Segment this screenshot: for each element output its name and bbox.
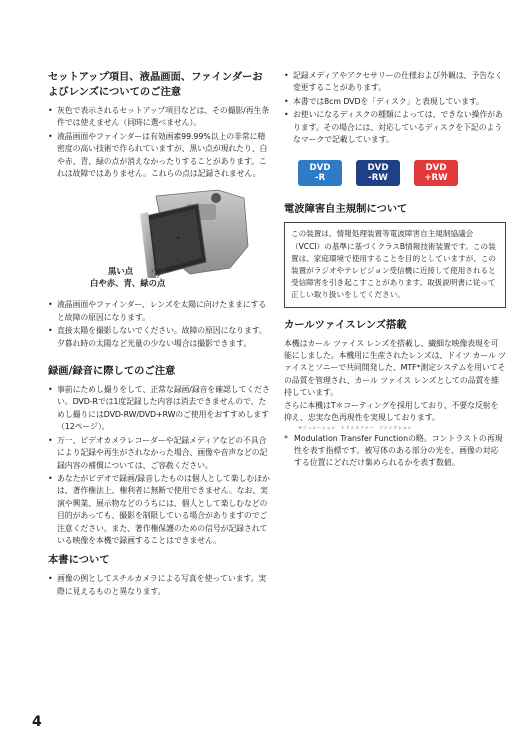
zeiss-paragraph-2: さらに本機はT＊コーティングを採用しており、不要な反射を抑え、忠実な色再現性を実現しております。	[284, 400, 499, 423]
annotation-black-dots: 黒い点	[108, 266, 134, 277]
dvd-plus-rw-logo-icon	[414, 160, 458, 186]
vcci-notice-box: この装置は、情報処理装置等電波障害自主規制協議会（VCCI）の基準に基づくクラスB情報技術装置です。この装置は、家庭環境で使用することを目的としていますが、この装置がラジオやテレビジョン受信機に近接して使用されると受信障害を引き起こすことがあります。取扱説明書に従って正しい取り扱いをしてください。	[284, 222, 506, 307]
footnote-text: Modulation Transfer Functionの略。コントラストの再現性を表す指標です。被写体のある部分の光を、画像の対応する位置にどれだけ集められるかを表す数値。	[294, 433, 503, 468]
bullet-item: • 画像の例としてスチルカメラによる写真を使っています。実際に見えるものと異なります。	[48, 573, 270, 598]
logo-text-bottom: -R	[314, 173, 326, 184]
logo-text-bottom: +RW	[424, 173, 448, 184]
bullet-item: • 直接太陽を撮影しないでください。故障の原因になります。夕暮れ時の太陽など光量の少ない場合は撮影できます。	[48, 325, 270, 350]
dvd-r-logo-icon	[298, 160, 342, 186]
page-number: 4	[32, 714, 42, 730]
left-column	[48, 70, 270, 599]
logo-text-top: DVD	[367, 163, 389, 174]
logo-text-bottom: -RW	[368, 173, 388, 184]
annotation-colored-dots: 白や赤、青、緑の点	[90, 278, 166, 289]
footnote-mark: *	[284, 433, 288, 443]
footnote	[284, 433, 506, 470]
bullet-item: • 本書では8cm DVDを「ディスク」と表現しています。	[284, 96, 506, 108]
bullet-list-media	[284, 70, 506, 146]
section-heading-recording: 録画/録音に際してのご注意	[48, 365, 176, 378]
bullet-list-manual	[48, 573, 270, 598]
section-heading-setup: セットアップ項目、液晶画面、ファインダーおよびレンズについてのご注意	[48, 71, 263, 98]
bullet-item: • 万一、ビデオカメラレコーダーや記録メディアなどの不具合により記録や再生がされなかった場合、画像や音声などの記録内容の補償については、ご容赦ください。	[48, 435, 270, 472]
camcorder-image	[48, 186, 270, 291]
bullet-item: • 液晶画面やファインダー、レンズを太陽に向けたままにすると故障の原因になります。	[48, 299, 270, 324]
disc-logo-row	[298, 160, 506, 186]
bullet-item: • 事前にためし撮りをして、正常な録画/録音を確認してください。DVD-Rでは1度記録した内容は消去できませんので、ためし撮りにはDVD-RW/DVD+RWのご使用をおすすめします（12ページ）。	[48, 384, 270, 434]
footnote-ruby: モジュレーション トランスファー ファンクション	[298, 424, 413, 430]
bullet-item: • 記録メディアやアクセサリーの仕様および外観は、予告なく変更することがあります。	[284, 70, 506, 95]
bullet-list-setup	[48, 105, 270, 180]
bullet-list-lcd	[48, 299, 270, 350]
logo-text-top: DVD	[309, 163, 331, 174]
section-heading-about-manual: 本書について	[48, 554, 110, 567]
dvd-rw-logo-icon	[356, 160, 400, 186]
camcorder-lcd-illustration	[48, 186, 270, 291]
logo-text-top: DVD	[425, 163, 447, 174]
bullet-item: • あなたがビデオで録画/録音したものは個人として楽しむほかは、著作権法上、権利者に無断で使用できません。なお、実演や興業、展示物などのうちには、個人として楽しむなどの目的があっても、撮影を制限している場合がありますのでご注意ください。また、著作権保護のための信号が記録されている映像を本機で録画することはできません。	[48, 473, 270, 547]
section-heading-zeiss: カールツァイスレンズ搭載	[284, 318, 407, 331]
bullet-item: • お使いになるディスクの種類によっては、できない操作があります。その場合には、対応しているディスクを下記のようなマークで記載しています。	[284, 109, 506, 146]
zeiss-paragraph-1: 本機はカール ツァイス レンズを搭載し、繊細な映像表現を可能にしました。本機用に生産されたレンズは、ドイツ カール ツァイスとソニーで共同開発した、MTF*測定システムを用いてその品質を管理され、カール ツァイス レンズとしての品質を維持しています。	[284, 338, 506, 398]
bullet-list-recording	[48, 384, 270, 547]
right-column	[284, 70, 506, 470]
bullet-item: • 液晶画面やファインダーは有効画素99.99%以上の非常に精密度の高い技術で作られていますが、黒い点が現れたり、白や赤、青、緑の点が消えなかったりすることがあります。これは故障ではありません。これらの点は記録されません。	[48, 131, 270, 181]
section-heading-vcci: 電波障害自主規制について	[284, 203, 408, 216]
bullet-item: • 灰色で表示されるセットアップ項目などは、その撮影/再生条件では使えません（同時に選べません）。	[48, 105, 270, 130]
